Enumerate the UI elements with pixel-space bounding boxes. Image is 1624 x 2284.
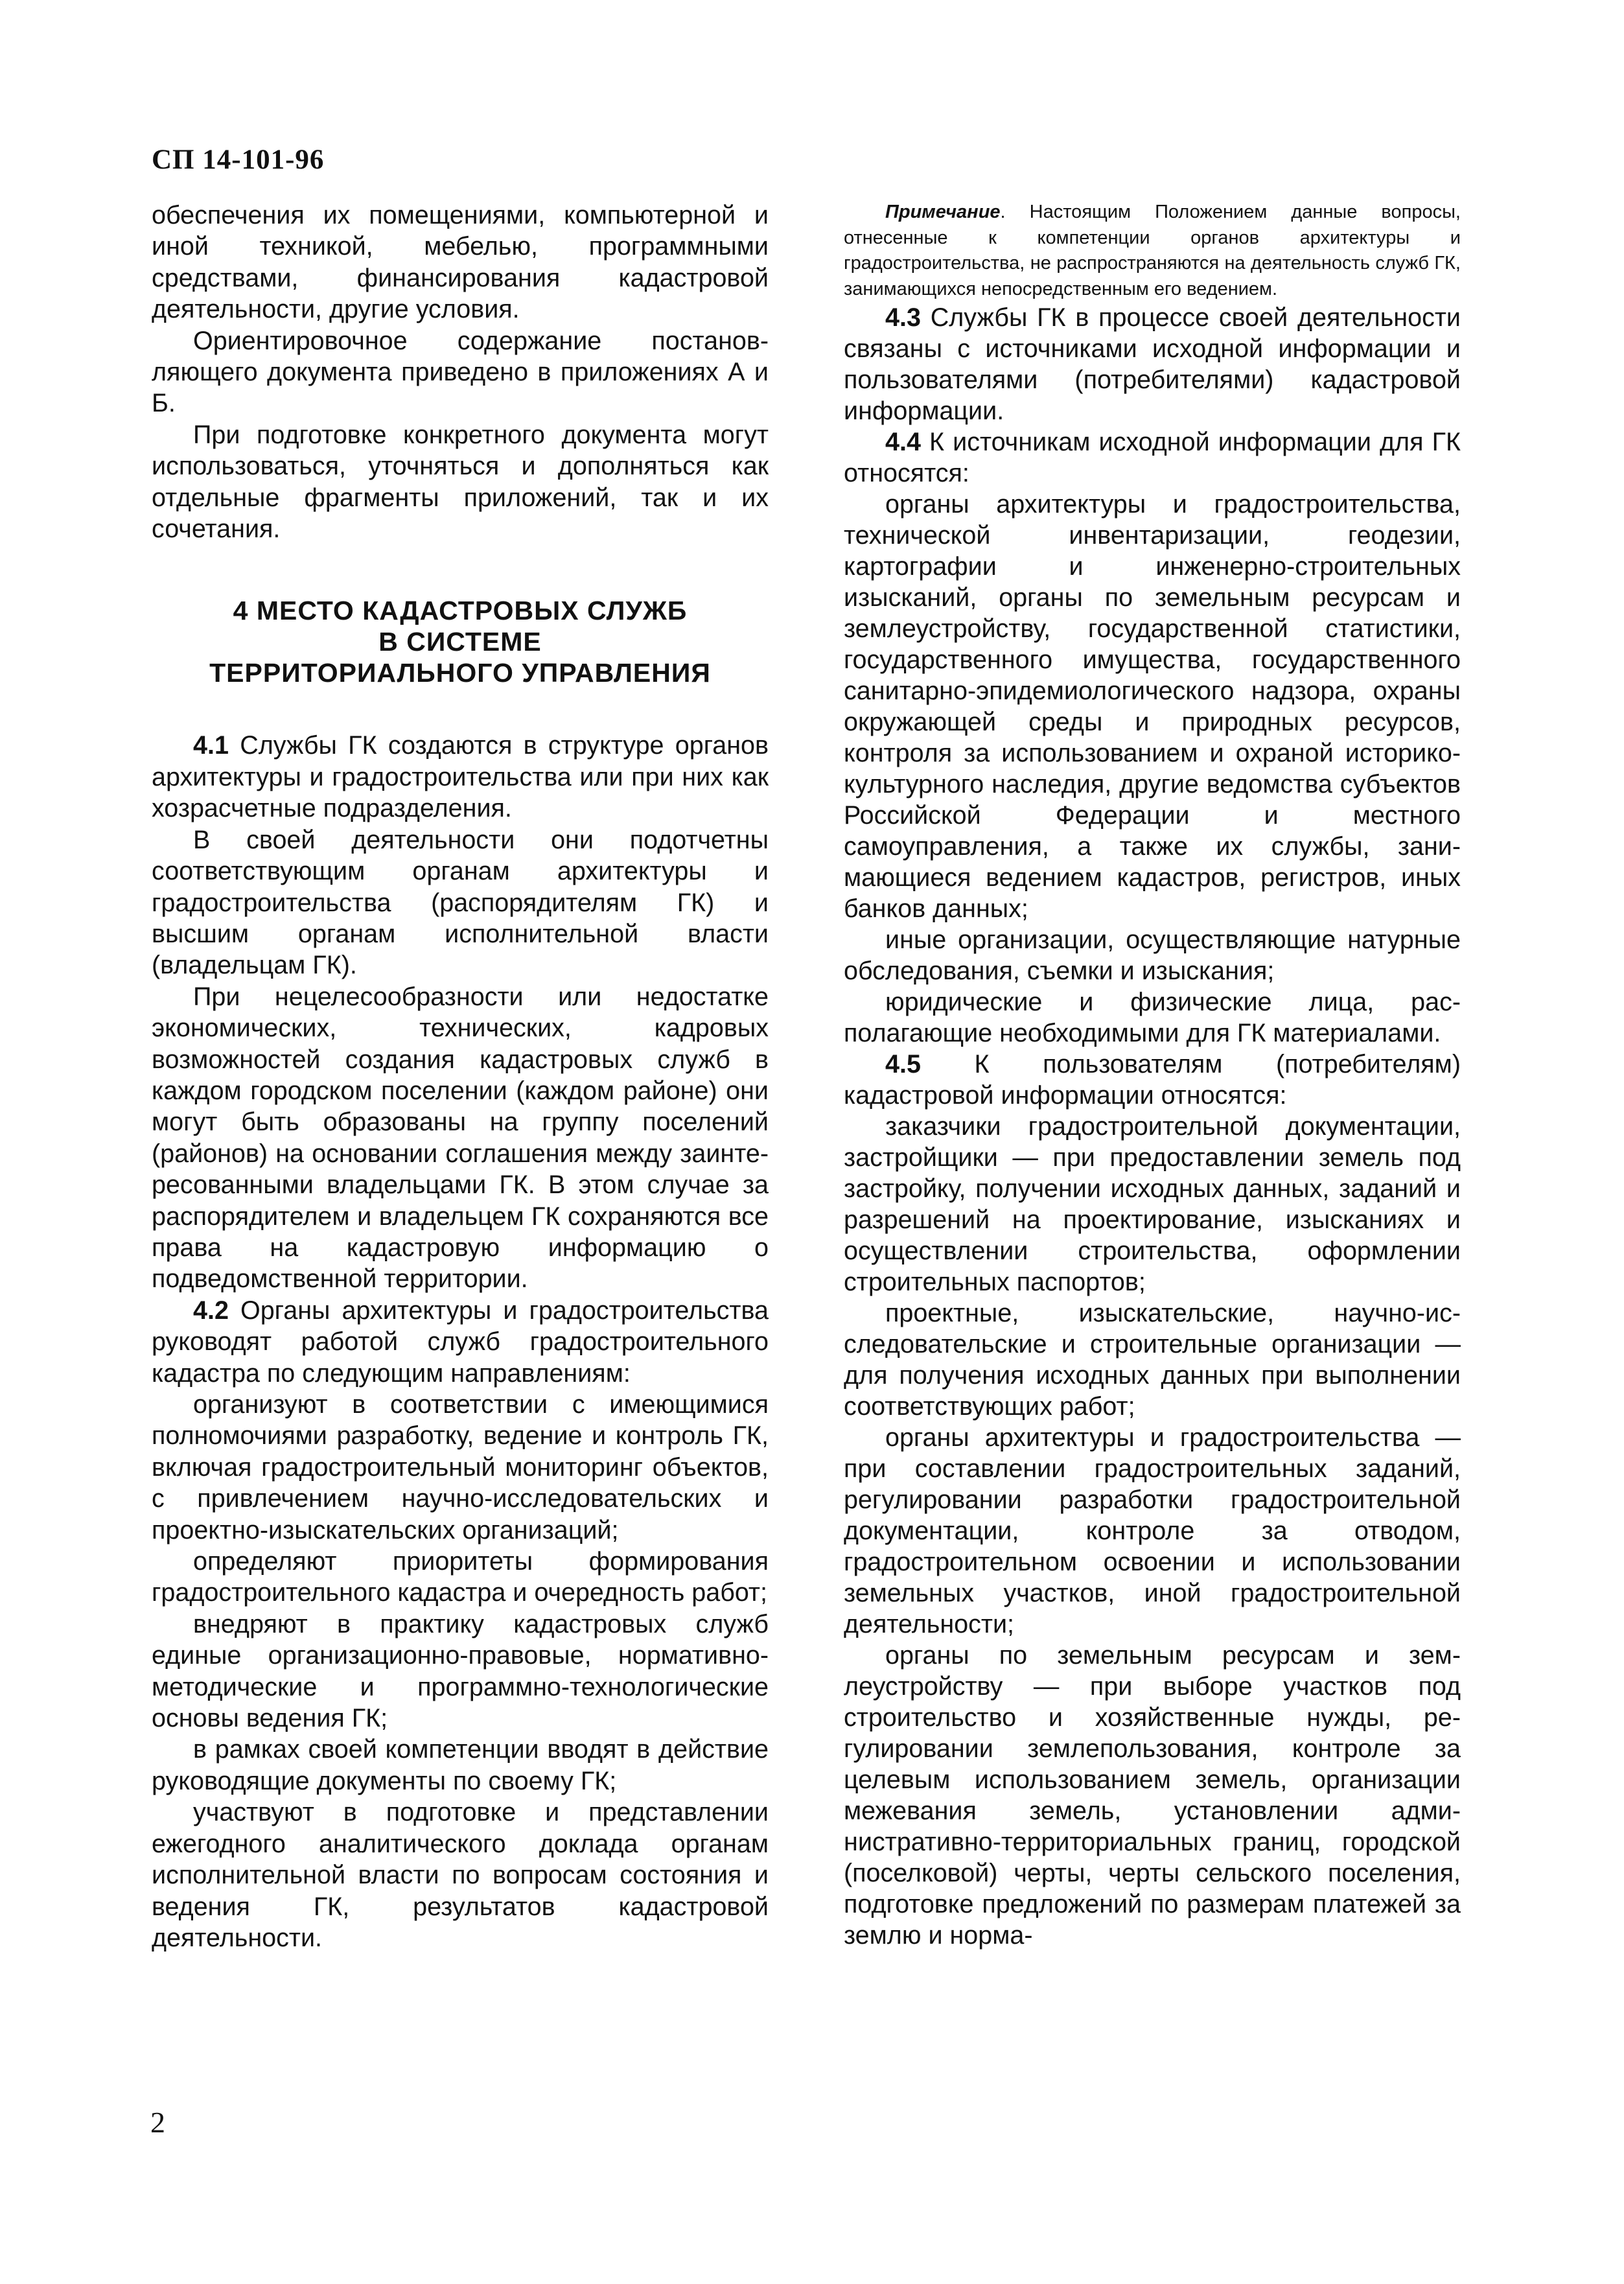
clause-text: Органы архитектуры и градостроительства руководят работой служб градостроительного кадастра по следующим направлениям: (152, 1296, 769, 1388)
paragraph: Ориентировочное содержание постановляющего документа приведено в приложениях А и Б. (152, 326, 769, 418)
paragraph: внедряют в практику кадастровых служб единые организационно-правовые, нормативно-методические и программно-технологические основы ведения ГК; (152, 1609, 769, 1733)
clause-4-4 (844, 426, 1461, 489)
document-code: СП 14-101-96 (152, 145, 325, 175)
paragraph: органы по земельным ресурсам и землеустройству — при выборе участков под строительство и хозяйственные нужды, регулировании землепользования, контроле за целевым использованием земель, организации межевания земель, установлении административно-территориальных границ, городской (поселковой) черты, черты сельского поселения, подготовке предложений по размерам платежей за землю и норма- (844, 1641, 1461, 1950)
paragraph: иные организации, осуществляющие натурные обследования, съемки и изыскания; (844, 926, 1461, 986)
clause-number: 4.4 (885, 428, 921, 457)
clause-text: К источникам исходной информации для ГК относятся: (844, 428, 1461, 488)
paragraph: участвуют в подготовке и представлении ежегодного аналитического доклада органам исполнительной власти по вопросам состояния и ведения ГК, результатов кадастровой деятельности. (152, 1798, 769, 1952)
paragraph: При подготовке конкретного документа могут использоваться, уточняться и дополняться как отдельные фрагменты приложений, так и их сочетания. (152, 420, 769, 544)
paragraph: органы архитектуры и градостроительства — при составлении градостроительных заданий, регулировании разработки градостроительной документации, контроле за отводом, градостроительном освоении и использовании земельных участков, иной градостроительной деятельности; (844, 1423, 1461, 1639)
clause-4-3 (844, 302, 1461, 426)
clause-4-5 (844, 1049, 1461, 1111)
paragraph: в рамках своей компетенции вводят в действие руководящие документы по своему ГК; (152, 1735, 769, 1795)
paragraph: заказчики градостроительной документации, застройщики — при предоставлении земель под застройку, получении исходных данных, заданий и разрешений на проектирование, изысканиях и осуществлении строительства, оформлении строительных паспортов; (844, 1112, 1461, 1297)
section-heading-line: В СИСТЕМЕ (378, 627, 542, 657)
clause-4-2 (152, 1295, 769, 1389)
clause-4-1 (152, 730, 769, 824)
clause-number: 4.2 (193, 1296, 229, 1325)
paragraph: органы архитектуры и градостроительства, технической инвентаризации, геодезии, картографии и инженерно-строительных изысканий, органы по земельным ресурсам и землеустройству, государственной статистики, государственного имущества, государственного санитарно-эпидемиологического надзора, охраны окружающей среды и природных ресурсов, контроля за использованием и охраной историко-культурного наследия, другие ведомства субъектов Российской Федерации и местного самоуправления, а также их службы, занимающиеся ведением кадастров, регистров, иных банков данных; (844, 490, 1461, 924)
paragraph: проектные, изыскательские, научно-исследовательские и строительные организации — для получения исходных данных при выполнении соответствующих работ; (844, 1299, 1461, 1421)
clause-number: 4.1 (193, 731, 229, 760)
section-heading (152, 595, 769, 688)
clause-text: Службы ГК создаются в структуре органов архитектуры и градостроительства или при них как хозрасчетные подразделения. (152, 731, 769, 823)
paragraph: обеспечения их помещениями, компьютерной и иной техникой, мебелью, программными средствами, финансирования кадастровой деятельности, другие условия. (152, 201, 769, 324)
left-column (152, 200, 769, 1953)
paragraph: При нецелесообразности или недостатке экономических, технических, кадровых возможностей создания кадастровых служб в каждом городском поселении (каждом районе) они могут быть образованы на группу поселений (районов) на основании соглашения между заинтересованными владельцами ГК. В этом случае за распорядителем и владельцем ГК сохраняются все права на кадастровую информацию о подведомственной территории. (152, 982, 769, 1294)
right-column (844, 200, 1461, 1951)
note-text: . Настоящим Положением данные вопросы, отнесенные к компетенции органов архитектуры и градостроительства, не распространяются на деятельность служб ГК, занимающихся непосредственным его ведением. (844, 202, 1461, 299)
section-heading-line: 4 МЕСТО КАДАСТРОВЫХ СЛУЖБ (233, 596, 688, 626)
paragraph: организуют в соответствии с имеющимися полномочиями разработку, ведение и контроль ГК, включая градостроительный мониторинг объектов, с привлечением научно-исследовательских и проектно-изыскательских организаций; (152, 1390, 769, 1544)
paragraph: В своей деятельности они подотчетны соответствующим органам архитектуры и градостроительства (распорядителям ГК) и высшим органам исполнительной власти (владельцам ГК). (152, 825, 769, 980)
clause-number: 4.3 (885, 303, 921, 332)
paragraph: определяют приоритеты формирования градостроительного кадастра и очередность работ; (152, 1547, 769, 1607)
clause-number: 4.5 (885, 1050, 921, 1079)
section-heading-line: ТЕРРИТОРИАЛЬНОГО УПРАВЛЕНИЯ (209, 658, 711, 688)
clause-text: Службы ГК в процессе своей деятельности связаны с источниками исходной информации и пользователями (потребителями) кадастровой информации. (844, 303, 1461, 426)
paragraph: юридические и физические лица, располагающие необходимыми для ГК материалами. (844, 988, 1461, 1048)
note-label: Примечание (885, 202, 1001, 222)
page-number: 2 (150, 2106, 165, 2139)
clause-text: К пользователям (потребителям) кадастровой информации относятся: (844, 1050, 1461, 1110)
note (844, 200, 1461, 302)
